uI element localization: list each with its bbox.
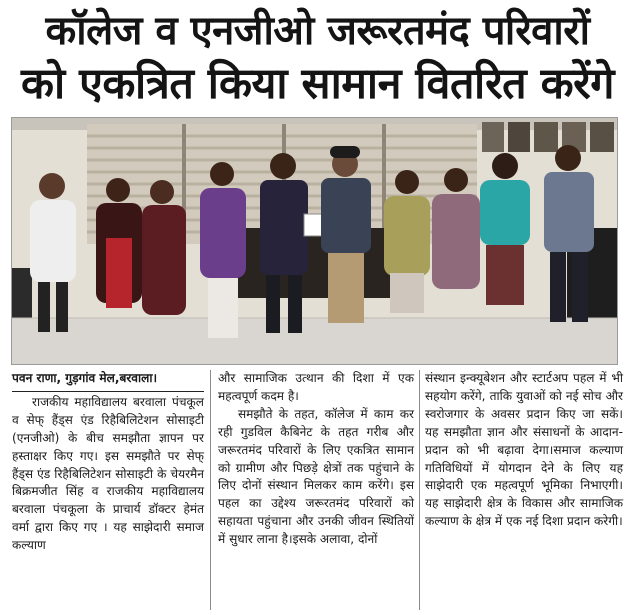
byline: पवन राणा, गुड़गांव मेल,बरवाला। <box>12 370 204 392</box>
headline-line-2: को एकत्रित किया सामान वितरित करेंगे <box>21 59 614 109</box>
column-divider <box>419 370 420 610</box>
column-divider <box>210 370 211 610</box>
article-column-1 <box>12 370 204 555</box>
paragraph: और सामाजिक उत्थान की दिशा में एक महत्वपूर्ण कदम है। <box>218 371 414 403</box>
paragraph: राजकीय महाविद्यालय बरवाला पंचकूल व सेफ् हैंड्स एंड रिहैबिलिटेशन सोसाइटी (एनजीओ) के बीच समझौता ज्ञापन पर हस्ताक्षर किए गए। इस समझौते पर सेफ् हैंड्स एंड रिहैबिलिटेशन सोसाइटी के चेयरमैन बिक्रमजीत सिंह व राजकीय महाविद्यालय बरवाला पंचकूला के प्राचार्य डॉक्टर हेमंत वर्मा द्वारा किए गए । यह साझेदारी समाज कल्याण <box>12 394 204 553</box>
headline-line-1: कॉलेज व एनजीओ जरूरतमंद परिवारों <box>45 8 590 54</box>
article-column-3 <box>425 370 623 531</box>
article-column-2 <box>218 370 414 549</box>
group-photo <box>11 117 618 365</box>
paragraph: संस्थान इन्क्यूबेशन और स्टार्टअप पहल में भी सहयोग करेंगे, ताकि युवाओं को नई सोच और स्वरोजगार के अवसर प्रदान किए जा सकें। यह समझौता ज्ञान और संसाधनों के आदान-प्रदान को भी बढ़ावा देगा।समाज कल्याण गतिविधियों में योगदान देने के लिए यह साझेदारी एक महत्वपूर्ण भूमिका निभाएगी। यह साझेदारी क्षेत्र के विकास और सामाजिक कल्याण के क्षेत्र में एक नई दिशा प्रदान करेगी। <box>425 371 623 529</box>
paragraph: समझौते के तहत, कॉलेज में काम कर रही गुडविल कैबिनेट के तहत गरीब और जरूरतमंद परिवारों के लिए एकत्रित सामान को ग्रामीण और पिछड़े क्षेत्रों तक पहुंचाने के लिए दोनों संस्थान मिलकर काम करेंगे। इस पहल का उद्देश्य जरूरतमंद परिवारों को सहायता पहुंचाना और उनकी जीवन स्थितियों में सुधार लाना है।इसके अलावा, दोनों <box>218 406 414 547</box>
